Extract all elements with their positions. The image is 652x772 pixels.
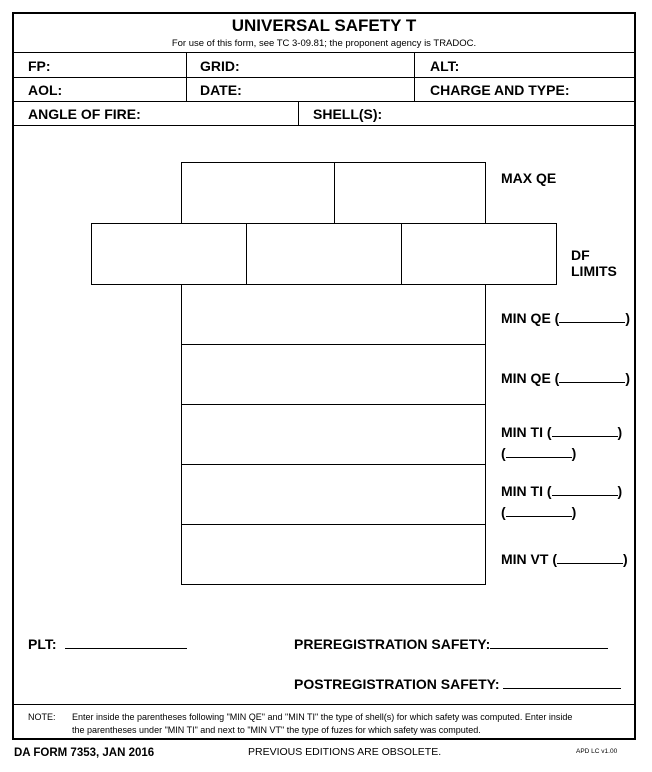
preregistration-blank[interactable] <box>490 634 608 649</box>
divider-note <box>14 704 636 705</box>
min-ti-2-shell-blank[interactable] <box>552 481 618 496</box>
min-ti-1-label <box>501 422 622 464</box>
note-label: NOTE: <box>28 712 56 722</box>
fp-field[interactable] <box>28 58 51 74</box>
open-paren: ( <box>501 445 506 461</box>
min-ti-1-text: MIN TI ( <box>501 424 552 440</box>
preregistration-field <box>294 634 608 652</box>
divider-row2 <box>14 101 636 102</box>
min-vt-label <box>501 549 628 567</box>
min-qe-1-blank[interactable] <box>559 308 625 323</box>
min-qe-1-text: MIN QE ( <box>501 310 560 326</box>
alt-field[interactable] <box>430 58 459 74</box>
min-vt-text: MIN VT ( <box>501 551 557 567</box>
alt-label: ALT: <box>430 58 460 74</box>
min-ti-2-box[interactable] <box>181 464 486 525</box>
df-limit-right-box[interactable] <box>401 223 557 285</box>
form-number: DA FORM 7353, JAN 2016 <box>14 747 155 759</box>
min-ti-2-label <box>501 481 622 523</box>
min-qe-1-label <box>501 308 630 326</box>
open-paren: ( <box>501 504 506 520</box>
date-field[interactable] <box>200 82 242 98</box>
version-label: APD LC v1.00 <box>576 748 618 755</box>
divider-row3 <box>14 125 636 126</box>
plt-label: PLT: <box>28 636 57 652</box>
shells-label: SHELL(S): <box>313 106 383 122</box>
close-paren: ) <box>617 483 623 499</box>
df-limit-center-box[interactable] <box>246 223 402 285</box>
close-paren: ) <box>617 424 623 440</box>
grid-field[interactable] <box>200 58 240 74</box>
min-ti-1-box[interactable] <box>181 404 486 465</box>
min-ti-2-text: MIN TI ( <box>501 483 552 499</box>
close-paren: ) <box>623 551 628 567</box>
min-vt-blank[interactable] <box>557 549 623 564</box>
min-qe-2-label <box>501 368 630 386</box>
note-line-1: Enter inside the parentheses following "MIN QE" and "MIN TI" the type of shell(s) for which safety was computed. Enter inside <box>72 712 573 722</box>
min-qe-2-text: MIN QE ( <box>501 370 560 386</box>
plt-field <box>28 634 187 652</box>
min-ti-1-fuze-blank[interactable] <box>506 443 572 458</box>
angle-label: ANGLE OF FIRE: <box>28 106 141 122</box>
df-limits-label <box>571 247 617 279</box>
min-ti-1-shell-blank[interactable] <box>552 422 618 437</box>
grid-label: GRID: <box>200 58 240 74</box>
divider-col1 <box>186 52 187 101</box>
max-qe-right-box[interactable] <box>334 162 486 225</box>
min-qe-2-box[interactable] <box>181 344 486 405</box>
angle-field[interactable] <box>28 106 141 122</box>
date-label: DATE: <box>200 82 242 98</box>
divider-col2 <box>414 52 415 101</box>
postregistration-field <box>294 674 621 692</box>
max-qe-label: MAX QE <box>501 170 557 186</box>
aol-field[interactable] <box>28 82 62 98</box>
df-limit-left-box[interactable] <box>91 223 247 285</box>
min-vt-box[interactable] <box>181 524 486 585</box>
min-qe-1-box[interactable] <box>181 284 486 345</box>
df-limits-line1: DF <box>571 247 590 263</box>
divider-col3 <box>298 101 299 125</box>
plt-blank[interactable] <box>65 634 187 649</box>
close-paren: ) <box>571 504 577 520</box>
max-qe-left-box[interactable] <box>181 162 335 225</box>
close-paren: ) <box>571 445 577 461</box>
form-title: UNIVERSAL SAFETY T <box>231 16 417 35</box>
min-ti-2-fuze-blank[interactable] <box>506 502 572 517</box>
postregistration-label: POSTREGISTRATION SAFETY: <box>294 676 500 692</box>
close-paren: ) <box>625 310 631 326</box>
editions-notice: PREVIOUS EDITIONS ARE OBSOLETE. <box>248 746 442 758</box>
divider-header <box>14 52 636 53</box>
preregistration-label: PREREGISTRATION SAFETY: <box>294 636 491 652</box>
divider-row1 <box>14 77 636 78</box>
df-limits-line2: LIMITS <box>571 263 617 279</box>
min-qe-2-blank[interactable] <box>559 368 625 383</box>
note-text <box>72 711 572 737</box>
aol-label: AOL: <box>28 82 63 98</box>
shells-field[interactable] <box>313 106 382 122</box>
charge-label: CHARGE AND TYPE: <box>430 82 570 98</box>
fp-label: FP: <box>28 58 51 74</box>
form-subtitle: For use of this form, see TC 3-09.81; the proponent agency is TRADOC. <box>171 38 477 49</box>
postregistration-blank[interactable] <box>503 674 621 689</box>
note-line-2: the parentheses under "MIN TI" and next to "MIN VT" the type of fuzes for which safety was computed. <box>72 725 481 735</box>
charge-field[interactable] <box>430 82 570 98</box>
close-paren: ) <box>625 370 631 386</box>
